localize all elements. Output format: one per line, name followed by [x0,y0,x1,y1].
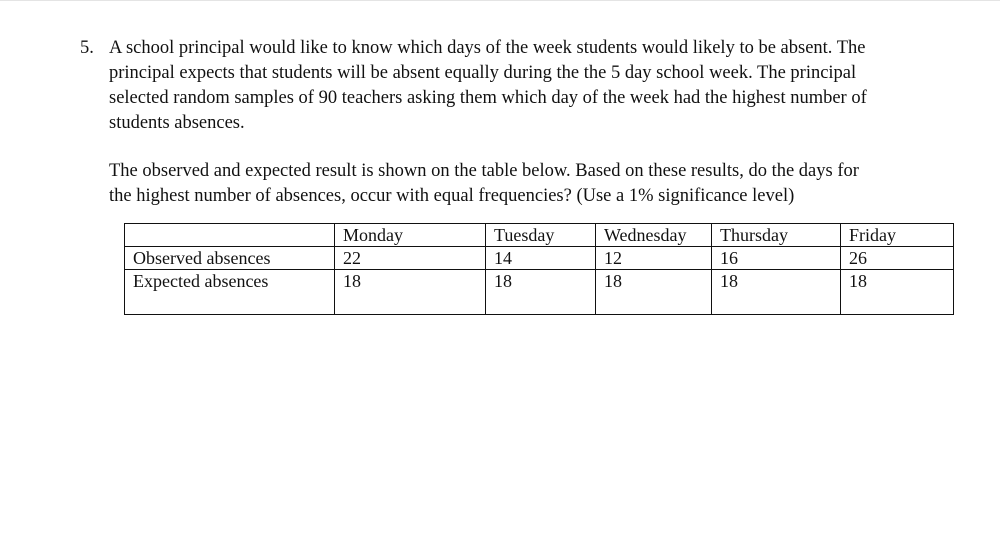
question-paragraph-1 [109,36,939,136]
absences-table-container [124,223,954,315]
table-header-row [125,224,954,247]
header-cell-monday: Monday [335,224,486,247]
expected-wednesday: 18 [596,270,712,315]
header-cell-wednesday: Wednesday [596,224,712,247]
row-label-expected: Expected absences [125,270,335,315]
observed-monday: 22 [335,247,486,270]
expected-tuesday: 18 [486,270,596,315]
observed-wednesday: 12 [596,247,712,270]
row-label-observed: Observed absences [125,247,335,270]
question-number: 5. [80,38,94,58]
question-paragraph-2 [109,159,939,209]
paragraph-1-line: selected random samples of 90 teachers asking them which day of the week had the highest number of [109,88,867,108]
observed-friday: 26 [841,247,954,270]
expected-friday: 18 [841,270,954,315]
header-cell-empty [125,224,335,247]
paragraph-2-line: the highest number of absences, occur with equal frequencies? (Use a 1% significance level) [109,186,795,206]
top-border-line [0,0,1000,1]
header-cell-friday: Friday [841,224,954,247]
table-row-observed [125,247,954,270]
paragraph-2-line: The observed and expected result is shown on the table below. Based on these results, do the days for [109,161,859,181]
expected-thursday: 18 [712,270,841,315]
header-cell-thursday: Thursday [712,224,841,247]
expected-monday: 18 [335,270,486,315]
observed-thursday: 16 [712,247,841,270]
paragraph-1-line: students absences. [109,113,245,133]
absences-table [124,223,954,315]
table-row-expected [125,270,954,315]
paragraph-1-line: principal expects that students will be absent equally during the the 5 day school week. The principal [109,63,857,83]
paragraph-1-line: A school principal would like to know which days of the week students would likely to be absent. The [109,38,866,58]
header-cell-tuesday: Tuesday [486,224,596,247]
observed-tuesday: 14 [486,247,596,270]
